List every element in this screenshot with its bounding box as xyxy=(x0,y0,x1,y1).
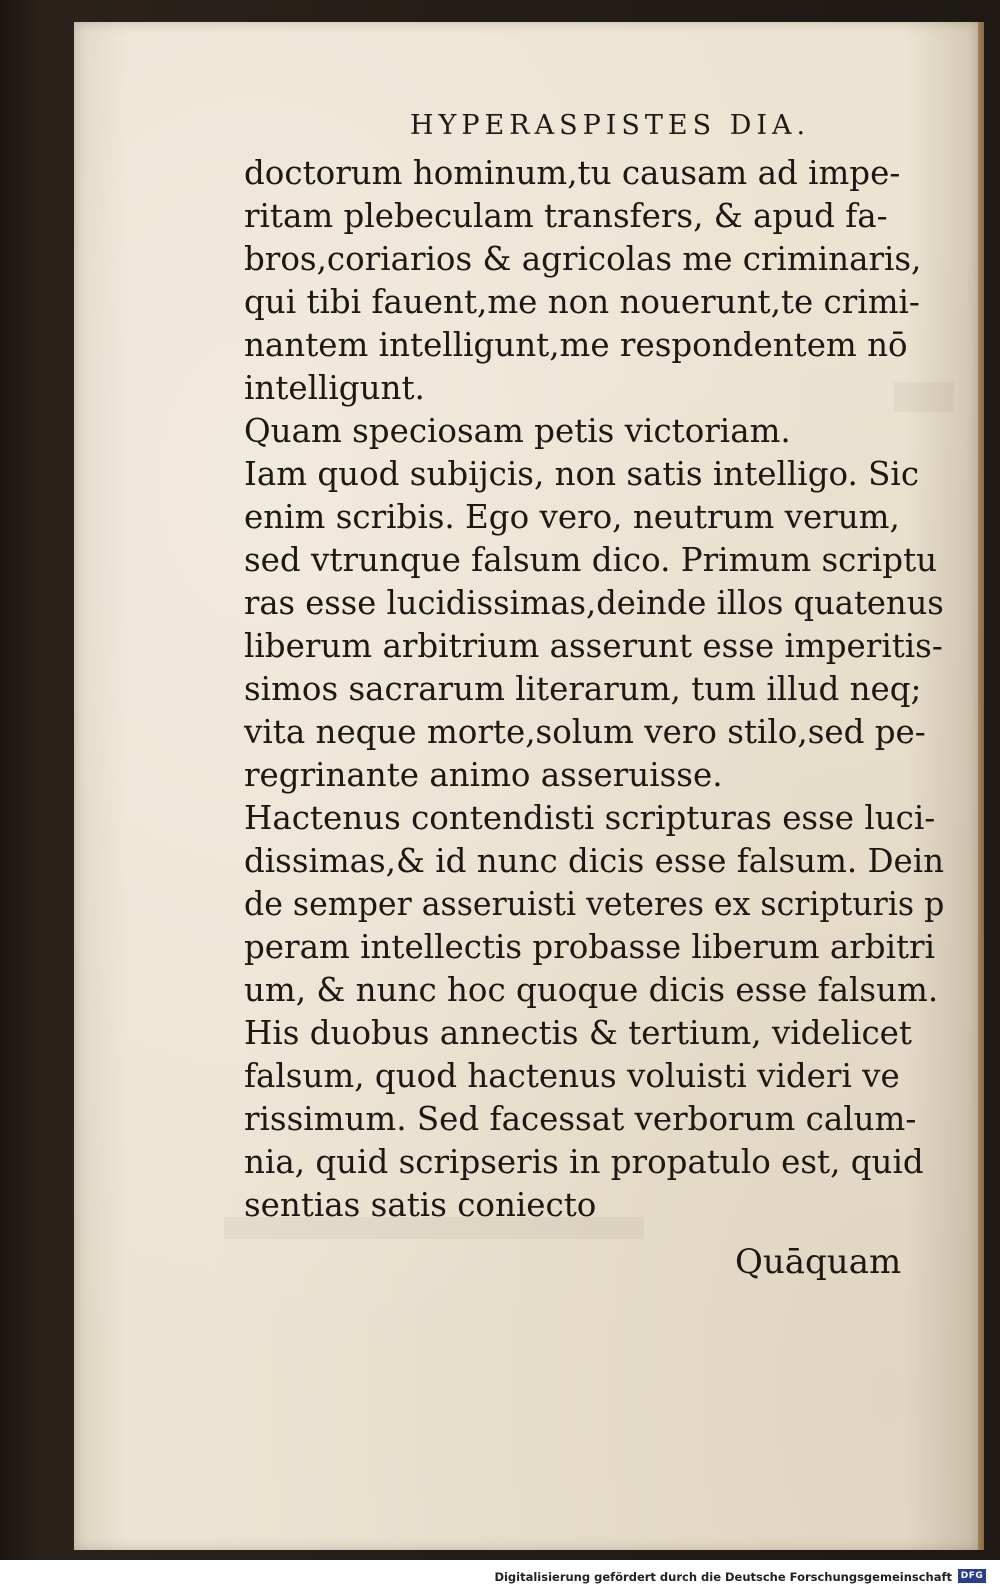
text-line: His duobus annectis & tertium, videlicet xyxy=(244,1014,912,1052)
text-line: doctorum hominum,tu causam ad impe- xyxy=(244,154,901,192)
text-line: regrinante animo asseruisse. xyxy=(244,756,723,794)
text-line: sentias satis coniecto xyxy=(244,1186,597,1224)
text-line: liberum arbitrium asserunt esse imperitis- xyxy=(244,627,943,665)
text-line: ritam plebeculam transfers, & apud fa- xyxy=(244,197,888,235)
body-text xyxy=(244,152,944,1227)
text-line: de semper asseruisti veteres ex scripturis p xyxy=(244,885,945,923)
text-line: ras esse lucidissimas,deinde illos quatenus xyxy=(244,584,944,622)
text-line: falsum, quod hactenus voluisti videri ve xyxy=(244,1057,900,1095)
dfg-logo: DFG xyxy=(958,1569,986,1583)
text-line: rissimum. Sed facessat verborum calum- xyxy=(244,1100,917,1138)
text-line: bros,coriarios & agricolas me criminaris, xyxy=(244,240,922,278)
text-line: peram intellectis probasse liberum arbitri xyxy=(244,928,935,966)
text-line: nia, quid scripseris in propatulo est, quid xyxy=(244,1143,924,1181)
text-line: nantem intelligunt,me respondentem nō xyxy=(244,326,908,364)
catchword: Quāquam xyxy=(735,1242,902,1282)
text-line: Quam speciosam petis victoriam. xyxy=(244,412,791,450)
text-line: intelligunt. xyxy=(244,369,425,407)
text-line: dissimas,& id nunc dicis esse falsum. Dein xyxy=(244,842,945,880)
running-head: HYPERASPISTES DIA. xyxy=(410,110,811,141)
footer-credit: Digitalisierung gefördert durch die Deutsche Forschungsgemeinschaft xyxy=(494,1570,952,1584)
text-line: Iam quod subijcis, non satis intelligo. Sic xyxy=(244,455,920,493)
text-line: qui tibi fauent,me non nouerunt,te crimi- xyxy=(244,283,920,321)
text-line: enim scribis. Ego vero, neutrum verum, xyxy=(244,498,900,536)
text-line: sed vtrunque falsum dico. Primum scriptu xyxy=(244,541,938,579)
text-line: um, & nunc hoc quoque dicis esse falsum. xyxy=(244,971,939,1009)
text-line: simos sacrarum literarum, tum illud neq; xyxy=(244,670,922,708)
text-line: vita neque morte,solum vero stilo,sed pe- xyxy=(244,713,926,751)
text-line: Hactenus contendisti scripturas esse luci- xyxy=(244,799,936,837)
